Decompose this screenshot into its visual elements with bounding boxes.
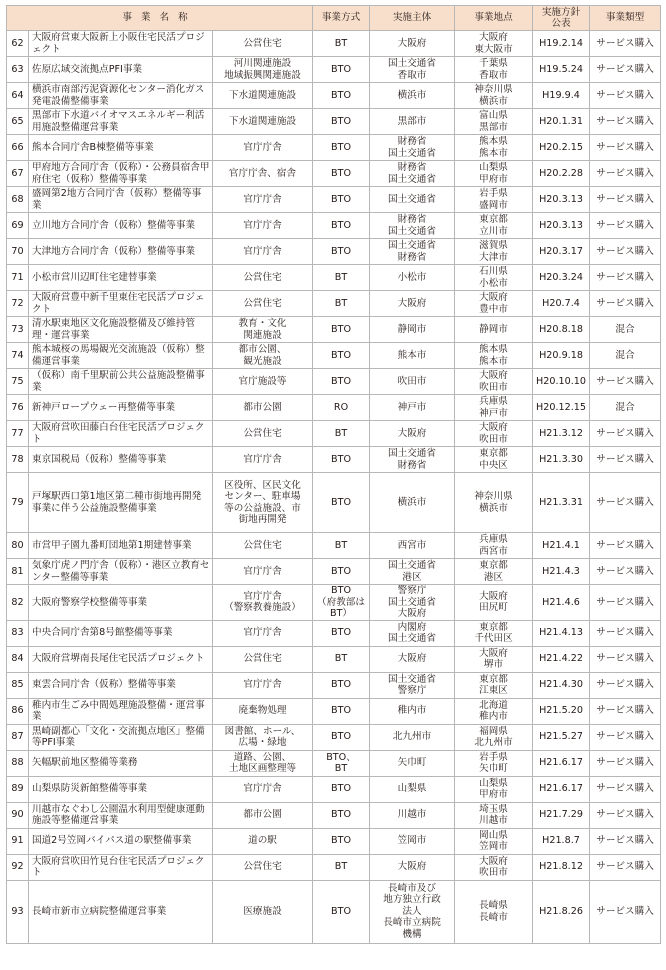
table-row [7,343,661,369]
table-row [7,265,661,291]
table-row [7,317,661,343]
table-row [7,473,661,533]
project-location: 兵庫県 西宮市 [455,533,533,559]
project-type: サービス購入 [590,31,661,57]
policy-date: H21.4.3 [533,559,590,585]
row-number: 92 [7,854,29,880]
project-location: 大阪府 吹田市 [455,854,533,880]
table-row [7,776,661,802]
implementing-entity: 大阪府 [370,31,455,57]
project-name: 甲府地方合同庁舎（仮称）・公務員宿舎甲府住宅（仮称）整備等事業 [29,161,213,187]
project-method: BTO [313,620,370,646]
project-location: 大阪府 吹田市 [455,421,533,447]
facility-type: 公営住宅 [213,265,313,291]
project-location: 東京都 港区 [455,559,533,585]
row-number: 87 [7,724,29,750]
table-row [7,187,661,213]
table-row [7,585,661,621]
project-name: 大阪府営堺南長尾住宅民活プロジェクト [29,646,213,672]
policy-date: H21.5.27 [533,724,590,750]
project-location: 神奈川県 横浜市 [455,83,533,109]
table-row [7,161,661,187]
implementing-entity: 国土交通省 香取市 [370,57,455,83]
project-method: BTO [313,317,370,343]
header-method: 事業方式 [313,6,370,31]
implementing-entity: 大阪府 [370,421,455,447]
row-number: 62 [7,31,29,57]
project-method: BT [313,646,370,672]
row-number: 68 [7,187,29,213]
project-type: サービス購入 [590,854,661,880]
project-type: サービス購入 [590,698,661,724]
table-row [7,559,661,585]
project-location: 岩手県 盛岡市 [455,187,533,213]
implementing-entity: 吹田市 [370,369,455,395]
policy-date: H21.8.7 [533,828,590,854]
row-number: 65 [7,109,29,135]
project-location: 滋賀県 大津市 [455,239,533,265]
row-number: 77 [7,421,29,447]
project-method: RO [313,395,370,421]
facility-type: 河川関連施設 地域振興関連施設 [213,57,313,83]
project-method: BTO [313,83,370,109]
facility-type: 都市公園、 観光施設 [213,343,313,369]
project-location: 山梨県 甲府市 [455,161,533,187]
row-number: 89 [7,776,29,802]
project-method: BTO [313,828,370,854]
project-method: BT [313,533,370,559]
project-location: 東京都 江東区 [455,672,533,698]
facility-type: 官庁庁舎、宿舎 [213,161,313,187]
pfi-project-table [6,5,661,944]
table-row [7,213,661,239]
facility-type: 官庁庁舎 [213,213,313,239]
project-name: 大阪府営豊中新千里東住宅民活プロジェクト [29,291,213,317]
implementing-entity: 国土交通省 港区 [370,559,455,585]
row-number: 81 [7,559,29,585]
table-row [7,646,661,672]
project-name: 気象庁虎ノ門庁舎（仮称）・港区立教育センター整備等事業 [29,559,213,585]
project-method: BT [313,854,370,880]
table-row [7,750,661,776]
facility-type: 官庁庁舎 （警察教養施設） [213,585,313,621]
project-location: 大阪府 吹田市 [455,369,533,395]
table-row [7,802,661,828]
table-row [7,724,661,750]
row-number: 84 [7,646,29,672]
header-location: 事業地点 [455,6,533,31]
project-type: サービス購入 [590,239,661,265]
row-number: 66 [7,135,29,161]
project-name: 熊本合同庁舎B棟整備等事業 [29,135,213,161]
table-header-row [7,6,661,31]
row-number: 91 [7,828,29,854]
project-method: BTO、 BT [313,750,370,776]
row-number: 72 [7,291,29,317]
project-type: サービス購入 [590,473,661,533]
policy-date: H21.4.6 [533,585,590,621]
implementing-entity: 国土交通省 財務省 [370,447,455,473]
facility-type: 道の駅 [213,828,313,854]
policy-date: H19.9.4 [533,83,590,109]
project-location: 千葉県 香取市 [455,57,533,83]
policy-date: H21.4.13 [533,620,590,646]
project-location: 福岡県 北九州市 [455,724,533,750]
policy-date: H21.6.17 [533,776,590,802]
project-name: 稚内市生ごみ中間処理施設整備・運営事業 [29,698,213,724]
row-number: 70 [7,239,29,265]
implementing-entity: 内閣府 国土交通省 [370,620,455,646]
table-row [7,369,661,395]
project-name: 大阪府営吹田藤白台住宅民活プロジェクト [29,421,213,447]
facility-type: 公営住宅 [213,533,313,559]
implementing-entity: 山梨県 [370,776,455,802]
project-type: サービス購入 [590,161,661,187]
table-row [7,83,661,109]
row-number: 79 [7,473,29,533]
policy-date: H20.2.28 [533,161,590,187]
row-number: 71 [7,265,29,291]
implementing-entity: 小松市 [370,265,455,291]
project-name: 山梨県防災新館整備等事業 [29,776,213,802]
project-name: 矢幅駅前地区整備等業務 [29,750,213,776]
project-type: 混合 [590,317,661,343]
project-method: BT [313,31,370,57]
project-method: BTO [313,880,370,943]
project-location: 岡山県 笠岡市 [455,828,533,854]
row-number: 75 [7,369,29,395]
project-name: 市営甲子園九番町団地第1期建替事業 [29,533,213,559]
project-name: 東雲合同庁舎（仮称）整備等事業 [29,672,213,698]
implementing-entity: 西宮市 [370,533,455,559]
policy-date: H21.8.12 [533,854,590,880]
table-row [7,698,661,724]
policy-date: H21.7.29 [533,802,590,828]
row-number: 93 [7,880,29,943]
implementing-entity: 横浜市 [370,83,455,109]
project-type: サービス購入 [590,620,661,646]
policy-date: H21.4.1 [533,533,590,559]
project-method: BT [313,291,370,317]
row-number: 69 [7,213,29,239]
project-type: サービス購入 [590,213,661,239]
project-name: 大津地方合同庁舎（仮称）整備等事業 [29,239,213,265]
policy-date: H19.5.24 [533,57,590,83]
project-name: 中央合同庁舎第8号館整備等事業 [29,620,213,646]
project-type: サービス購入 [590,447,661,473]
project-location: 兵庫県 神戸市 [455,395,533,421]
project-location: 熊本県 熊本市 [455,343,533,369]
project-method: BTO [313,559,370,585]
project-name: 新神戸ロープウェー再整備等事業 [29,395,213,421]
policy-date: H21.5.20 [533,698,590,724]
project-type: サービス購入 [590,776,661,802]
row-number: 90 [7,802,29,828]
policy-date: H20.3.17 [533,239,590,265]
project-type: サービス購入 [590,802,661,828]
row-number: 74 [7,343,29,369]
table-row [7,854,661,880]
facility-type: 官庁庁舎 [213,559,313,585]
table-row [7,447,661,473]
implementing-entity: 国土交通省 [370,187,455,213]
project-location: 東京都 千代田区 [455,620,533,646]
header-entity: 実施主体 [370,6,455,31]
project-location: 石川県 小松市 [455,265,533,291]
facility-type: 都市公園 [213,802,313,828]
table-row [7,57,661,83]
project-method: BTO [313,369,370,395]
project-type: 混合 [590,395,661,421]
implementing-entity: 国土交通省 財務省 [370,239,455,265]
project-type: サービス購入 [590,724,661,750]
project-method: BTO [313,447,370,473]
facility-type: 公営住宅 [213,291,313,317]
project-location: 大阪府 堺市 [455,646,533,672]
implementing-entity: 大阪府 [370,854,455,880]
policy-date: H20.10.10 [533,369,590,395]
implementing-entity: 大阪府 [370,291,455,317]
facility-type: 下水道関連施設 [213,83,313,109]
project-type: サービス購入 [590,646,661,672]
project-location: 富山県 黒部市 [455,109,533,135]
row-number: 73 [7,317,29,343]
project-name: 長崎市新市立病院整備運営事業 [29,880,213,943]
policy-date: H21.6.17 [533,750,590,776]
facility-type: 公営住宅 [213,421,313,447]
facility-type: 官庁施設等 [213,369,313,395]
project-method: BTO [313,109,370,135]
implementing-entity: 財務省 国土交通省 [370,213,455,239]
policy-date: H20.8.18 [533,317,590,343]
project-method: BTO [313,473,370,533]
policy-date: H21.4.30 [533,672,590,698]
table-row [7,109,661,135]
project-method: BTO [313,239,370,265]
implementing-entity: 長崎市及び 地方独立行政 法人 長崎市立病院 機構 [370,880,455,943]
project-method: BT [313,265,370,291]
facility-type: 医療施設 [213,880,313,943]
row-number: 78 [7,447,29,473]
table-row [7,828,661,854]
project-method: BTO [313,213,370,239]
project-location: 大阪府 豊中市 [455,291,533,317]
policy-date: H20.3.24 [533,265,590,291]
project-name: 大阪府営吹田竹見台住宅民活プロジェクト [29,854,213,880]
project-method: BT [313,421,370,447]
project-method: BTO [313,161,370,187]
project-location: 熊本県 熊本市 [455,135,533,161]
project-name: 小松市営川辺町住宅建替事業 [29,265,213,291]
implementing-entity: 横浜市 [370,473,455,533]
table-row [7,421,661,447]
project-name: 大阪府営東大阪新上小阪住宅民活プロジェクト [29,31,213,57]
project-name: 熊本城桜の馬場観光交流施設（仮称）整備運営事業 [29,343,213,369]
project-name: 黒崎副都心「文化・交流拠点地区」整備等PFI事業 [29,724,213,750]
row-number: 67 [7,161,29,187]
policy-date: H21.3.31 [533,473,590,533]
project-type: サービス購入 [590,750,661,776]
table-body [7,31,661,944]
project-type: サービス購入 [590,57,661,83]
row-number: 76 [7,395,29,421]
project-name: 清水駅東地区文化施設整備及び維持管理・運営事業 [29,317,213,343]
project-type: サービス購入 [590,533,661,559]
project-type: サービス購入 [590,135,661,161]
project-name: 横浜市南部汚泥資源化センター消化ガス発電設備整備事業 [29,83,213,109]
header-policy-date: 実施方針 公表 [533,6,590,31]
table-row [7,620,661,646]
policy-date: H21.3.12 [533,421,590,447]
project-type: サービス購入 [590,828,661,854]
project-location: 長崎県 長崎市 [455,880,533,943]
project-name: 大阪府警察学校整備等事業 [29,585,213,621]
facility-type: 公営住宅 [213,854,313,880]
implementing-entity: 笠岡市 [370,828,455,854]
facility-type: 官庁庁舎 [213,620,313,646]
facility-type: 下水道関連施設 [213,109,313,135]
table-row [7,880,661,943]
row-number: 80 [7,533,29,559]
project-location: 東京都 中央区 [455,447,533,473]
facility-type: 道路、公園、 土地区画整理等 [213,750,313,776]
project-location: 埼玉県 川越市 [455,802,533,828]
policy-date: H20.7.4 [533,291,590,317]
facility-type: 官庁庁舎 [213,776,313,802]
facility-type: 官庁庁舎 [213,239,313,265]
row-number: 64 [7,83,29,109]
project-location: 岩手県 矢巾町 [455,750,533,776]
project-name: 黒部市下水道バイオマスエネルギー利活用施設整備運営事業 [29,109,213,135]
policy-date: H20.3.13 [533,187,590,213]
table-row [7,672,661,698]
project-location: 大阪府 田尻町 [455,585,533,621]
implementing-entity: 矢巾町 [370,750,455,776]
project-name: 盛岡第2地方合同庁舎（仮称）整備等事業 [29,187,213,213]
policy-date: H20.2.15 [533,135,590,161]
implementing-entity: 財務省 国土交通省 [370,135,455,161]
implementing-entity: 神戸市 [370,395,455,421]
facility-type: 図書館、ホール、 広場・緑地 [213,724,313,750]
implementing-entity: 黒部市 [370,109,455,135]
policy-date: H21.4.22 [533,646,590,672]
facility-type: 廃棄物処理 [213,698,313,724]
policy-date: H21.3.30 [533,447,590,473]
project-method: BTO [313,802,370,828]
implementing-entity: 国土交通省 警察庁 [370,672,455,698]
project-method: BTO [313,135,370,161]
row-number: 86 [7,698,29,724]
row-number: 88 [7,750,29,776]
row-number: 63 [7,57,29,83]
project-name: 佐原広域交流拠点PFI事業 [29,57,213,83]
row-number: 82 [7,585,29,621]
facility-type: 官庁庁舎 [213,135,313,161]
implementing-entity: 川越市 [370,802,455,828]
implementing-entity: 警察庁 国土交通省 大阪府 [370,585,455,621]
header-type: 事業類型 [590,6,661,31]
header-project-name: 事業名称 [7,6,313,31]
facility-type: 官庁庁舎 [213,447,313,473]
project-type: サービス購入 [590,421,661,447]
table-row [7,31,661,57]
policy-date: H20.12.15 [533,395,590,421]
facility-type: 公営住宅 [213,31,313,57]
project-name: （仮称）南千里駅前公共公益施設整備事業 [29,369,213,395]
project-method: BTO [313,776,370,802]
policy-date: H20.3.13 [533,213,590,239]
project-type: サービス購入 [590,187,661,213]
project-type: サービス購入 [590,880,661,943]
project-type: 混合 [590,343,661,369]
project-method: BTO [313,672,370,698]
project-location: 北海道 稚内市 [455,698,533,724]
project-method: BTO （府教部はBT） [313,585,370,621]
project-location: 東京都 立川市 [455,213,533,239]
implementing-entity: 静岡市 [370,317,455,343]
project-location: 山梨県 甲府市 [455,776,533,802]
project-method: BTO [313,698,370,724]
table-row [7,239,661,265]
policy-date: H19.2.14 [533,31,590,57]
policy-date: H21.8.26 [533,880,590,943]
project-location: 大阪府 東大阪市 [455,31,533,57]
policy-date: H20.9.18 [533,343,590,369]
project-method: BTO [313,343,370,369]
implementing-entity: 稚内市 [370,698,455,724]
table-row [7,291,661,317]
project-name: 東京国税局（仮称）整備等事業 [29,447,213,473]
project-name: 立川地方合同庁舎（仮称）整備等事業 [29,213,213,239]
row-number: 83 [7,620,29,646]
project-method: BTO [313,187,370,213]
facility-type: 官庁庁舎 [213,672,313,698]
project-location: 静岡市 [455,317,533,343]
project-type: サービス購入 [590,369,661,395]
policy-date: H20.1.31 [533,109,590,135]
project-type: サービス購入 [590,585,661,621]
facility-type: 官庁庁舎 [213,187,313,213]
project-type: サービス購入 [590,83,661,109]
project-type: サービス購入 [590,291,661,317]
implementing-entity: 財務省 国土交通省 [370,161,455,187]
implementing-entity: 大阪府 [370,646,455,672]
facility-type: 区役所、区民文化 センター、駐車場 等の公益施設、市 街地再開発 [213,473,313,533]
project-name: 国道2号笠岡バイパス道の駅整備事業 [29,828,213,854]
table-row [7,395,661,421]
table-row [7,533,661,559]
project-location: 神奈川県 横浜市 [455,473,533,533]
table-row [7,135,661,161]
facility-type: 公営住宅 [213,646,313,672]
project-name: 戸塚駅西口第1地区第二種市街地再開発事業に伴う公益施設整備事業 [29,473,213,533]
implementing-entity: 北九州市 [370,724,455,750]
project-type: サービス購入 [590,559,661,585]
project-method: BTO [313,57,370,83]
project-type: サービス購入 [590,109,661,135]
project-name: 川越市なぐわし公園温水利用型健康運動施設等整備運営事業 [29,802,213,828]
facility-type: 都市公園 [213,395,313,421]
project-method: BTO [313,724,370,750]
project-type: サービス購入 [590,672,661,698]
row-number: 85 [7,672,29,698]
project-type: サービス購入 [590,265,661,291]
facility-type: 教育・文化 関連施設 [213,317,313,343]
implementing-entity: 熊本市 [370,343,455,369]
